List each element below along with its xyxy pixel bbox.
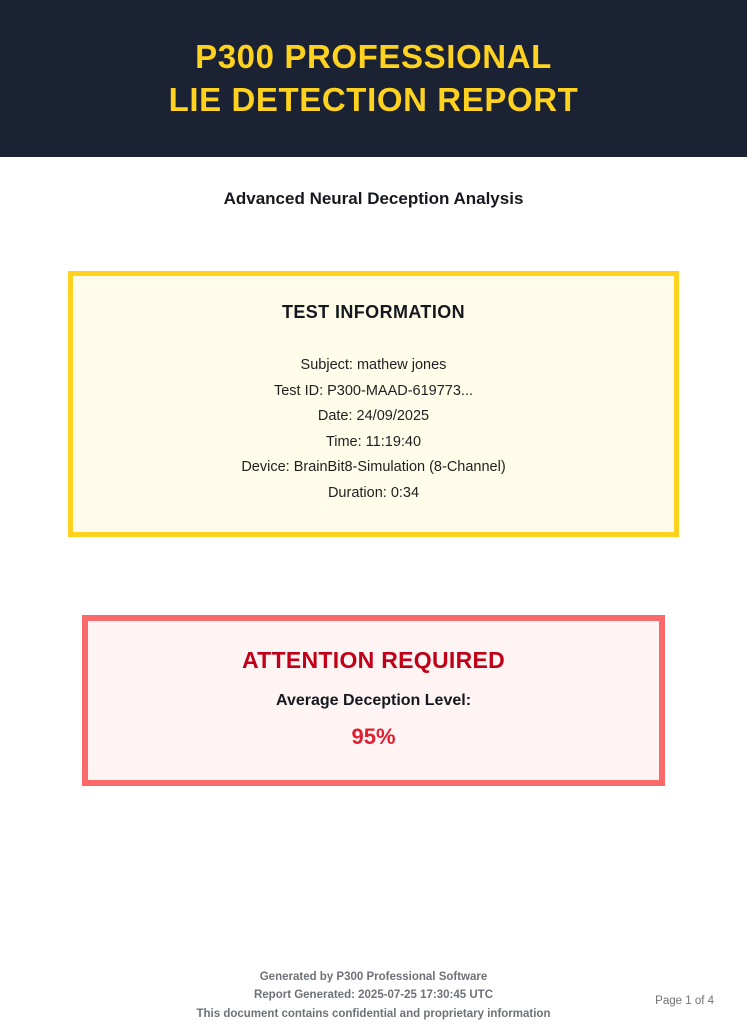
report-footer [0, 968, 747, 1035]
test-info-test-id: Test ID: P300-MAAD-619773... [273, 382, 474, 399]
footer-generated-by: Generated by P300 Professional Software [259, 970, 488, 983]
report-subtitle: Advanced Neural Deception Analysis [223, 189, 524, 208]
report-header [0, 0, 747, 157]
average-deception-level-value: 95% [351, 724, 396, 750]
test-information-title: TEST INFORMATION [281, 302, 466, 322]
test-info-duration: Duration: 0:34 [327, 484, 420, 501]
report-title-line-2: LIE DETECTION REPORT [168, 80, 579, 118]
average-deception-level-label: Average Deception Level: [275, 692, 472, 710]
page-number: Page 1 of 4 [655, 995, 714, 1007]
test-info-subject: Subject: mathew jones [300, 357, 447, 373]
test-info-device: Device: BrainBit8-Simulation (8-Channel) [241, 459, 506, 476]
footer-generated-timestamp: Report Generated: 2025-07-25 17:30:45 UTC [253, 989, 494, 1002]
test-information-panel [68, 271, 679, 537]
test-info-time: Time: 11:19:40 [325, 433, 422, 450]
footer-confidentiality-notice: This document contains confidential and proprietary information [196, 1007, 551, 1020]
attention-required-title: ATTENTION REQUIRED [241, 647, 506, 674]
attention-required-panel [82, 615, 665, 786]
test-info-date: Date: 24/09/2025 [317, 408, 430, 425]
report-title-line-1: P300 PROFESSIONAL [195, 38, 552, 76]
